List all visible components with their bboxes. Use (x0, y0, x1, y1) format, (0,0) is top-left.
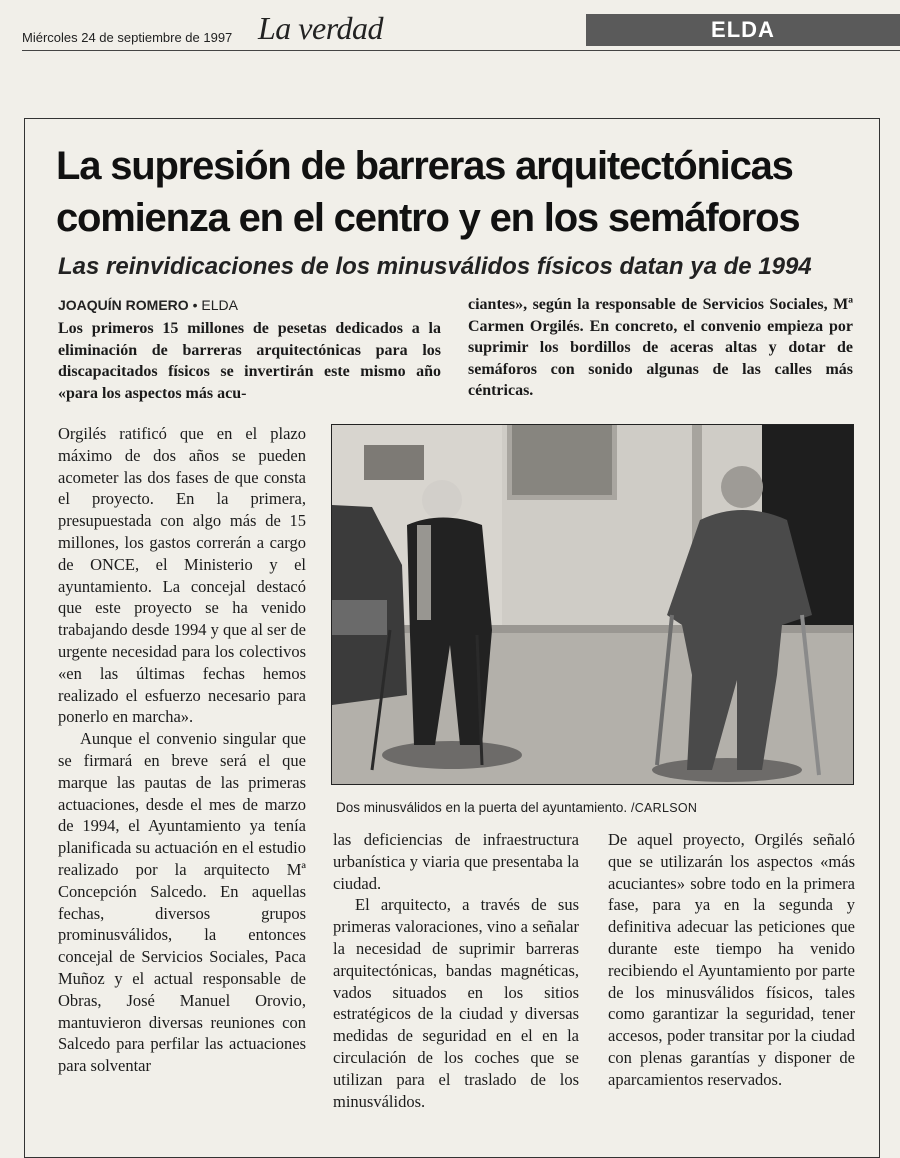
body-paragraph: Orgilés ratificó que en el plazo máximo de dos años se pueden acometer las dos fases de que consta el proyecto. En la primera, presupuestada con algo más de 15 millones, los gastos correrán a cargo de ONCE, el Ministerio y el ayuntamiento. La concejal destacó que este proyecto se ha venido trabajando desde 1994 y que al ser de urgente necesidad para los colectivos «en las últimas fechas hemos realizado el esfuerzo necesario para ponerlo en marcha». (58, 424, 306, 727)
photo-caption (336, 800, 697, 815)
publication-date: Miércoles 24 de septiembre de 1997 (22, 30, 233, 45)
photo-credit: /CARLSON (630, 801, 698, 815)
section-tag: ELDA (586, 14, 900, 46)
masthead (0, 0, 900, 52)
photo-illustration (332, 425, 854, 785)
byline-location: ELDA (201, 297, 238, 313)
byline (58, 297, 238, 313)
body-paragraph: De aquel proyecto, Orgilés señaló que se utilizarán los aspectos «más acuciantes» sobre todo en la primera fase, para ya en la segunda y definitiva adecuar las peticiones que durante este tiempo ha venido recibiendo el Ayuntamiento por parte de los minusválidos físicos, tales como garantizar la seguridad, tener accesos, poder transitar por la ciudad con plenas garantías y disponer de aparcamientos reservados. (608, 830, 855, 1089)
body-paragraph: El arquitecto, a través de sus primeras valoraciones, vino a señalar la necesidad de suprimir barreras arquitectónicas, bandas magnéticas, vados situados en los sitios estratégicos de la ciudad y diversas medidas de seguridad en el en la circulación de los coches que se utilizan para el traslado de los minusválidos. (333, 895, 579, 1111)
headline-line-1: La supresión de barreras arquitectónicas (56, 144, 793, 188)
news-photo (331, 424, 854, 785)
body-column-2 (333, 829, 579, 1112)
subheadline: Las reinvidicaciones de los minusválidos físicos datan ya de 1994 (58, 253, 812, 280)
headline (56, 140, 866, 244)
author-name: JOAQUÍN ROMERO (58, 297, 189, 313)
body-paragraph: Aunque el convenio singular que se firmará en breve será el que marque las pautas de las primeras actuaciones, desde el mes de marzo de 1994, el Ayuntamiento ya tenía planificada su actuación en el estudio realizado por la arquitecto Mª Concepción Salcedo. En aquellas fechas, diversos grupos prominusválidos, la entonces concejal de Servicios Sociales, Paca Muñoz y el actual responsable de Obras, José Manuel Orovio, mantuvieron diversas reuniones con Salcedo para perfilar las actuaciones para solventar (58, 729, 306, 1076)
newspaper-name: La verdad (258, 10, 383, 46)
caption-text: Dos minusválidos en la puerta del ayuntamiento. (336, 800, 628, 815)
body-column-1 (58, 423, 306, 1077)
body-paragraph: las deficiencias de infraestructura urbanística y viaria que presentaba la ciudad. (333, 830, 579, 893)
byline-bullet: • (192, 297, 198, 313)
headline-line-2: comienza en el centro y en los semáforos (56, 196, 800, 240)
lead-paragraph-right: ciantes», según la responsable de Servicios Sociales, Mª Carmen Orgilés. En concreto, el convenio empieza por suprimir los bordillos de aceras altas y dotar de semáforos con sonido algunas de las calles más céntricas. (468, 296, 853, 399)
body-column-3 (608, 829, 855, 1091)
masthead-rule (22, 50, 900, 51)
lead-paragraph-left: Los primeros 15 millones de pesetas dedicados a la eliminación de barreras arquitectónicas para los discapacitados físicos se invertirán este mismo año «para los aspectos más acu- (58, 320, 441, 402)
